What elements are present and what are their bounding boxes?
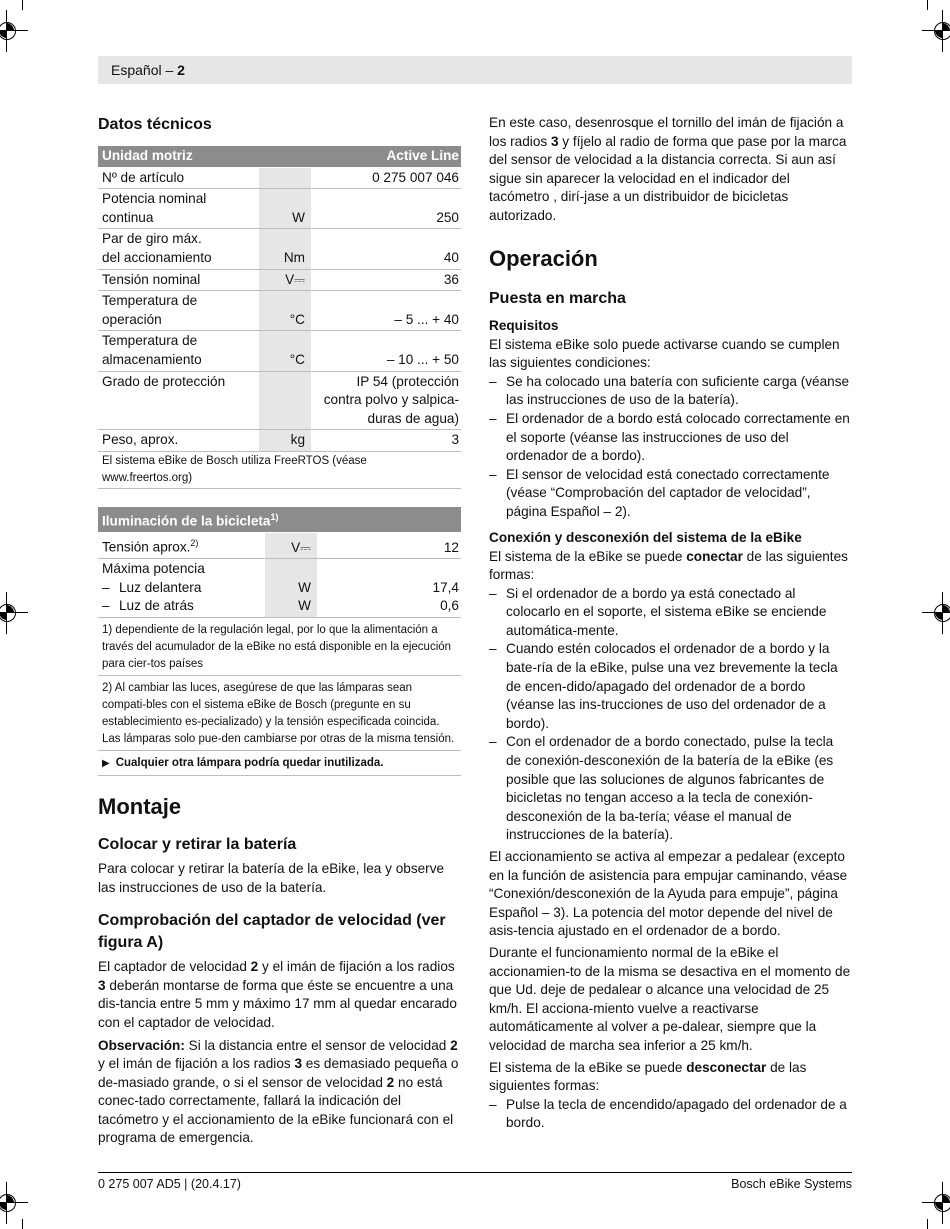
- warning-text: Cualquier otra lámpara podría quedar inutilizada.: [115, 756, 384, 769]
- text-run: deberán montarse de forma que éste se encuentre a una dis-tancia entre 5 mm y máximo 17 mm al quedar encarado con el captador de velocidad.: [98, 977, 457, 1030]
- table-row: [98, 371, 461, 430]
- row-unit: V⎓: [265, 533, 317, 559]
- requirements-title: Requisitos: [489, 317, 559, 333]
- ref-number: 3: [294, 1056, 303, 1072]
- activation-paragraph: El accionamiento se activa al empezar a pedalear (excepto en la función de asistencia para empujar caminando, véase “Conexión/desconexión de la Ayuda para empuje”, página Español – 3). La potencia del motor depende del nivel de asis-tencia ajustado en el ordenador de a bordo.: [489, 849, 848, 939]
- footer-rule: [98, 1172, 852, 1173]
- disconnect-text: [489, 1059, 852, 1096]
- row-value: IP 54 (protección contra polvo y salpica-duras de agua): [311, 371, 461, 430]
- row-unit: V⎓: [259, 269, 311, 291]
- drive-unit-model: Active Line: [259, 146, 461, 167]
- row-label: Temperatura de almacenamiento: [98, 331, 259, 371]
- registration-mark-icon: [930, 1190, 950, 1216]
- row-label: Potencia nominal continua: [98, 189, 259, 229]
- right-column: [489, 114, 852, 1133]
- footnote-1: 1) dependiente de la regulación legal, por lo que la alimentación a través del acumulador de la eBike no está disponible en la ejecución para cier-tos países: [98, 618, 461, 676]
- table-row: [98, 269, 461, 291]
- footnote-2: 2) Al cambiar las luces, asegúrese de que las lámparas sean compati-bles con el sistema eBike de Bosch (pregunte en su establecimiento es-pecializado) y la tensión especificada coincida. Las lámparas solo pue-den cambiarse por otras de la misma tensión.: [98, 676, 461, 751]
- requirements-text: El sistema eBike solo puede activarse cuando se cumplen las siguientes condiciones:: [489, 336, 840, 371]
- crop-line: [22, 0, 23, 10]
- list-item: – Se ha colocado una batería con suficiente carga (véanse las instrucciones de uso de la batería).: [489, 373, 852, 410]
- tension-label: Tensión aprox.: [102, 539, 191, 555]
- table-note-row: [98, 451, 461, 488]
- drive-unit-table: [98, 146, 461, 489]
- table-row: [98, 229, 461, 269]
- row-label: Par de giro máx. del accionamiento: [98, 229, 259, 269]
- row-value: 3: [311, 430, 461, 452]
- text-run: En este caso, desenrosque el tornillo del imán de fijación a los radios: [489, 115, 844, 149]
- battery-title: Colocar y retirar la batería: [98, 835, 297, 853]
- drive-unit-label: Unidad motriz: [98, 146, 259, 167]
- max-power-label: Máxima potencia: [102, 561, 205, 577]
- observation-paragraph: [98, 1037, 461, 1149]
- header-page-number: 2: [177, 62, 185, 78]
- ref-number: 2: [450, 1037, 458, 1053]
- rear-light-text: Luz de atrás: [119, 598, 194, 614]
- text-run: El captador de velocidad: [98, 959, 251, 975]
- front-light-unit: W: [298, 579, 311, 595]
- text-run: de las siguientes formas:: [489, 1059, 807, 1094]
- row-unit: W: [259, 189, 311, 229]
- list-item: – El sensor de velocidad está conectado correctamente (véase “Comprobación del captador de velocidad”, página Español – 2).: [489, 466, 852, 522]
- row-value: 12: [317, 533, 461, 559]
- crop-line: [927, 0, 928, 10]
- table-row: [98, 331, 461, 371]
- ref-number: 2: [386, 1074, 395, 1090]
- row-unit: Nm: [259, 229, 311, 269]
- row-label: [98, 533, 265, 559]
- sensor-paragraph: [98, 958, 461, 1032]
- row-label: Tensión nominal: [98, 269, 259, 291]
- front-light-text: Luz delantera: [119, 579, 202, 595]
- row-unit: °C: [259, 291, 311, 331]
- text-run: Si la distancia entre el sensor de velocidad: [184, 1037, 451, 1053]
- row-label: Peso, aprox.: [98, 430, 259, 452]
- row-unit: [265, 559, 317, 618]
- rear-light-label: – Luz de atrás: [102, 598, 194, 614]
- crop-line: [22, 1219, 23, 1229]
- page-header: [98, 56, 852, 84]
- row-label: Temperatura de operación: [98, 291, 259, 331]
- header-language: Español: [111, 62, 162, 78]
- intro-paragraph: [489, 114, 852, 226]
- row-unit: [259, 167, 311, 189]
- footnote-ref: 1): [270, 511, 279, 522]
- table-row: [98, 533, 461, 559]
- row-label: [98, 559, 265, 618]
- connection-text: [489, 548, 852, 585]
- list-item: – Cuando estén colocados el ordenador de a bordo y la bate-ría de la eBike, pulse una vez brevemente la tecla de encen-dido/apagado del ordenador de a bordo (véanse las ins-trucciones de uso del ordenador de a bordo).: [489, 640, 852, 733]
- row-unit: °C: [259, 331, 311, 371]
- registration-mark-icon: [930, 600, 950, 626]
- row-value: 40: [311, 229, 461, 269]
- connection-title: Conexión y desconexión del sistema de la eBike: [489, 529, 802, 545]
- montaje-title: Montaje: [98, 793, 182, 819]
- freertos-note: El sistema eBike de Bosch utiliza FreeRTOS (véase www.freertos.org): [98, 451, 461, 488]
- table-row: [98, 430, 461, 452]
- text-run: es demasiado pequeña o de-masiado grande, o si el sensor de velocidad: [98, 1056, 459, 1090]
- row-unit: kg: [259, 430, 311, 452]
- list-item: – Pulse la tecla de encendido/apagado del ordenador de a bordo.: [489, 1096, 852, 1133]
- lamp-warning: [98, 751, 461, 776]
- registration-mark-icon: [0, 600, 20, 626]
- table-row: [98, 167, 461, 189]
- normal-operation-paragraph: Durante el funcionamiento normal de la eBike el accionamien-to de la misma se desactiva en el momento de que Ud. deje de pedalear o alcance una velocidad de 25 km/h. El acciona-miento vuelve a reactivarse automáticamente al volver a pe-dalear, siempre que la velocidad de marcha sea inferior a 25 km/h.: [489, 944, 851, 1053]
- footnote-ref: 2): [190, 538, 199, 549]
- lighting-label: Iluminación de la bicicleta: [102, 513, 271, 529]
- rear-light-unit: W: [298, 598, 311, 614]
- front-light-label: – Luz delantera: [102, 579, 202, 595]
- table-row: [98, 291, 461, 331]
- table-row: [98, 189, 461, 229]
- list-item: – Con el ordenador de a bordo conectado, pulse la tecla de conexión-desconexión de la batería de la eBike (es posible que las soluciones de algunos fabricantes de bicicletas no tengan acceso a la tecla de conexión-desconexión de la ba-tería; véase el manual de instrucciones de la batería).: [489, 733, 852, 845]
- registration-mark-icon: [0, 1190, 20, 1216]
- table-header-row: [98, 507, 461, 533]
- row-value: – 5 ... + 40: [311, 291, 461, 331]
- table-row: [98, 559, 461, 618]
- row-value: 0 275 007 046: [311, 167, 461, 189]
- disconnect-list: [489, 1096, 852, 1133]
- table-header-row: [98, 146, 461, 167]
- header-separator: –: [161, 62, 178, 78]
- row-unit: [259, 371, 311, 430]
- registration-mark-icon: [0, 18, 20, 44]
- sensor-title: Comprobación del captador de velocidad (ver figura A): [98, 912, 446, 952]
- lighting-header: [98, 507, 461, 533]
- battery-text: Para colocar y retirar la batería de la eBike, lea y observe las instrucciones de uso de la batería.: [98, 860, 445, 895]
- row-value: 36: [311, 269, 461, 291]
- rear-light-value: 0,6: [440, 598, 459, 614]
- list-item: – El ordenador de a bordo está colocado correctamente en el soporte (véanse las instrucciones de uso del ordenador de a bordo).: [489, 410, 852, 466]
- footer-doc-id: 0 275 007 AD5 | (20.4.17): [98, 1177, 241, 1191]
- operacion-title: Operación: [489, 245, 598, 271]
- row-label: Nº de artículo: [98, 167, 259, 189]
- text-run: de las siguientes formas:: [489, 548, 848, 583]
- footer-brand: Bosch eBike Systems: [731, 1177, 852, 1191]
- text-run: no está conec-tado correctamente, fallará la indicación del tacómetro y el accionamiento de la eBike funcionará con el programa de emergencia.: [98, 1074, 454, 1146]
- text-run: El sistema de la eBike se puede: [489, 1059, 687, 1075]
- list-item: – Si el ordenador de a bordo ya está conectado al colocarlo en el soporte, el sistema eBike se enciende automática-mente.: [489, 585, 852, 641]
- ref-number: 3: [98, 977, 106, 993]
- bold-text: conectar: [686, 548, 743, 564]
- ref-number: 3: [550, 133, 559, 149]
- connection-list: [489, 585, 852, 845]
- ref-number: 2: [250, 959, 259, 975]
- registration-mark-icon: [930, 18, 950, 44]
- text-run: y el imán de fijación a los radios: [258, 959, 455, 975]
- text-run: y el imán de fijación a los radios: [98, 1056, 295, 1072]
- row-value: 250: [311, 189, 461, 229]
- front-light-value: 17,4: [432, 579, 459, 595]
- tech-data-title: Datos técnicos: [98, 116, 212, 133]
- row-value: – 10 ... + 50: [311, 331, 461, 371]
- lighting-table: [98, 507, 461, 618]
- requirements-list: [489, 373, 852, 522]
- text-run: El sistema de la eBike se puede: [489, 548, 687, 564]
- bold-text: desconectar: [686, 1059, 767, 1075]
- puesta-title: Puesta en marcha: [489, 289, 626, 307]
- text-run: y fíjelo al radio de forma que pase por la marca del sensor de velocidad a la distancia correcta. Si aun así sigue sin aparecer la velocidad en el indicador del tacómetro , dirí-jase a un distribuidor de bicicletas autorizado.: [489, 133, 847, 223]
- triangle-right-icon: ▶: [102, 757, 110, 769]
- row-value: [317, 559, 461, 618]
- left-column: [98, 114, 461, 1148]
- observation-label: Observación:: [98, 1037, 185, 1053]
- row-label: Grado de protección: [98, 371, 259, 430]
- crop-line: [927, 1219, 928, 1229]
